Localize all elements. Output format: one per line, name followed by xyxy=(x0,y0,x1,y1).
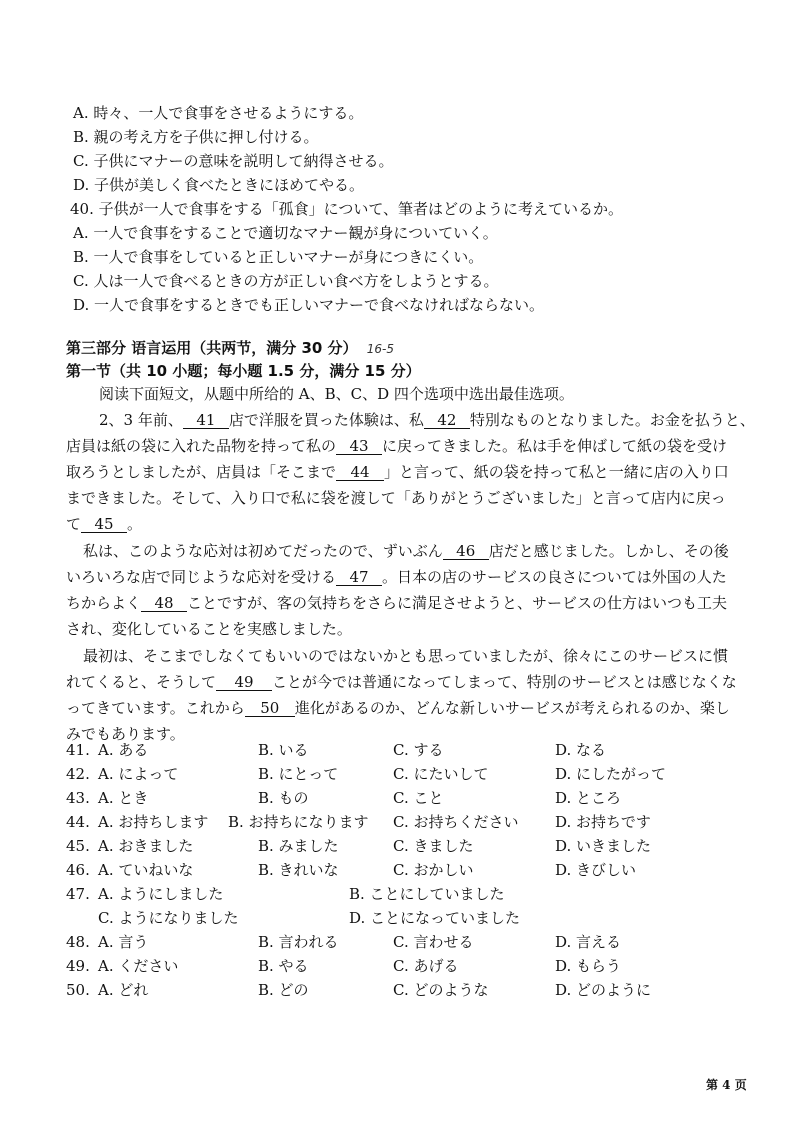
option-a: A. どれ xyxy=(98,981,149,999)
question-number: 44. xyxy=(66,813,90,831)
option-c: C. あげる xyxy=(393,957,459,975)
blank-44: 44 xyxy=(336,464,384,481)
passage-line: され、変化していることを実感しました。 xyxy=(66,620,352,638)
q39-option-b: B. 親の考え方を子供に押し付ける。 xyxy=(73,128,319,146)
text-run: いろいろな店で同じような応対を受ける xyxy=(66,568,337,586)
option-a: A. 言う xyxy=(98,933,149,951)
option-b: B. みました xyxy=(258,837,339,855)
option-d: D. どのように xyxy=(555,981,652,999)
text-run: れてくると、そうして xyxy=(66,673,217,691)
option-a: A. によって xyxy=(98,765,179,783)
text-run: 店で洋服を買った体験は、私 xyxy=(228,411,424,429)
option-d: D. 言える xyxy=(555,933,622,951)
q39-option-d: D. 子供が美しく食べたときにほめてやる。 xyxy=(73,176,365,194)
text-run: 店だと感じました。しかし、その後 xyxy=(488,542,729,560)
text-run: 私は、このような応対は初めてだったので、ずいぶん xyxy=(83,542,443,560)
option-b: B. もの xyxy=(258,789,309,807)
question-number: 46. xyxy=(66,861,90,879)
blank-42: 42 xyxy=(424,412,470,429)
passage-line xyxy=(66,514,142,534)
option-c: C. にたいして xyxy=(393,765,489,783)
option-b: B. やる xyxy=(258,957,309,975)
blank-49: 49 xyxy=(216,674,272,691)
option-a: A. ようにしました xyxy=(98,885,224,903)
text-run: て xyxy=(66,515,82,533)
option-c: C. おかしい xyxy=(393,861,474,879)
option-a: A. とき xyxy=(98,789,149,807)
question-number: 42. xyxy=(66,765,90,783)
page-number: 第 4 页 xyxy=(706,1078,747,1092)
blank-50: 50 xyxy=(245,700,295,717)
text-run: ちからよく xyxy=(66,594,142,612)
handwritten-note: 16-5 xyxy=(366,342,395,356)
text-run: ことが今では普通になってしまって、特別のサービスとは感じなくな xyxy=(272,673,737,691)
option-b: B. 言われる xyxy=(258,933,339,951)
option-b: B. どの xyxy=(258,981,309,999)
question-number: 48. xyxy=(66,933,90,951)
text-run: 取ろうとしましたが、店員は「そこまで xyxy=(66,463,337,481)
option-a: A. お持ちします xyxy=(98,813,209,831)
question-number: 41. xyxy=(66,741,90,759)
q40-option-c: C. 人は一人で食べるときの方が正しい食べ方をしようとする。 xyxy=(73,272,499,290)
question-number: 50. xyxy=(66,981,90,999)
q40-option-b: B. 一人で食事をしていると正しいマナーが身につきにくい。 xyxy=(73,248,484,266)
text-run: に戻ってきました。私は手を伸ばして紙の袋を受け xyxy=(382,437,728,455)
text-run: 」と言って、紙の袋を持って私と一緒に店の入り口 xyxy=(384,463,729,481)
passage-line xyxy=(66,672,737,692)
option-a: A. ください xyxy=(98,957,179,975)
option-c: C. お持ちください xyxy=(393,813,519,831)
question-number: 45. xyxy=(66,837,90,855)
question-number: 43. xyxy=(66,789,90,807)
text-run: ことですが、客の気持ちをさらに満足させようと、サービスの仕方はいつも工夫 xyxy=(187,594,728,612)
text-run: 。日本の店のサービスの良さについては外国の人た xyxy=(382,568,727,586)
part-title xyxy=(66,338,394,359)
option-d: D. なる xyxy=(555,741,607,759)
passage-line xyxy=(66,593,727,613)
question-number: 47. xyxy=(66,885,90,903)
passage-line xyxy=(66,462,729,482)
passage-line: まできました。そして、入り口で私に袋を渡して「ありがとうございました」と言って店内に戻っ xyxy=(66,489,726,507)
text-run: 2、3 年前、 xyxy=(99,411,183,429)
q40-option-d: D. 一人で食事をするときでも正しいマナーで食べなければならない。 xyxy=(73,296,545,314)
part-title-text: 第三部分 语言运用（共两节，满分 30 分） xyxy=(66,339,358,357)
passage-line xyxy=(66,698,730,718)
blank-48: 48 xyxy=(141,595,187,612)
option-a: A. おきました xyxy=(98,837,194,855)
text-run: ってきています。これから xyxy=(66,699,245,717)
option-b: B. いる xyxy=(258,741,309,759)
q39-option-a: A. 時々、一人で食事をさせるようにする。 xyxy=(73,104,364,122)
question-number: 49. xyxy=(66,957,90,975)
text-run: 進化があるのか、どんな新しいサービスが考えられるのか、楽し xyxy=(294,699,730,717)
blank-43: 43 xyxy=(336,438,382,455)
option-a: A. ある xyxy=(98,741,149,759)
option-d: D. もらう xyxy=(555,957,622,975)
option-d: D. にしたがって xyxy=(555,765,667,783)
option-b: B. きれいな xyxy=(258,861,339,879)
option-b: B. お持ちになります xyxy=(228,813,369,831)
option-d: D. お持ちです xyxy=(555,813,651,831)
option-a: A. ていねいな xyxy=(98,861,194,879)
option-d: D. ことになっていました xyxy=(349,909,521,927)
option-c: C. きました xyxy=(393,837,474,855)
text-run: 特別なものとなりました。お金を払うと、 xyxy=(469,411,755,429)
option-c: C. こと xyxy=(393,789,444,807)
blank-41: 41 xyxy=(183,412,229,429)
passage-line: 最初は、そこまでしなくてもいいのではないかとも思っていましたが、徐々にこのサービスに慣 xyxy=(83,647,729,665)
blank-46: 46 xyxy=(443,543,489,560)
option-d: D. ところ xyxy=(555,789,622,807)
section-title: 第一节（共 10 小题；每小题 1.5 分，满分 15 分） xyxy=(66,362,421,380)
q40-option-a: A. 一人で食事をすることで適切なマナー観が身についていく。 xyxy=(73,224,498,242)
passage-line xyxy=(66,567,727,587)
option-c: C. どのような xyxy=(393,981,489,999)
q40-stem: 40. 子供が一人で食事をする「孤食」について、筆者はどのように考えているか。 xyxy=(70,200,624,218)
option-b: B. ことにしていました xyxy=(349,885,505,903)
blank-45: 45 xyxy=(81,516,127,533)
passage-line xyxy=(83,541,729,561)
text-run: 店員は紙の袋に入れた品物を持って私の xyxy=(66,437,337,455)
q39-option-c: C. 子供にマナーの意味を説明して納得させる。 xyxy=(73,152,394,170)
blank-47: 47 xyxy=(336,569,382,586)
passage-line xyxy=(66,436,727,456)
instruction: 阅读下面短文，从题中所给的 A、B、C、D 四个选项中选出最佳选项。 xyxy=(99,385,574,403)
option-b: B. にとって xyxy=(258,765,339,783)
option-c: C. 言わせる xyxy=(393,933,474,951)
option-d: D. きびしい xyxy=(555,861,637,879)
option-d: D. いきました xyxy=(555,837,652,855)
option-c: C. する xyxy=(393,741,444,759)
text-run: 。 xyxy=(127,515,143,533)
option-c: C. ようになりました xyxy=(98,909,239,927)
passage-line xyxy=(99,410,755,430)
passage-line: みでもあります。 xyxy=(66,725,185,743)
